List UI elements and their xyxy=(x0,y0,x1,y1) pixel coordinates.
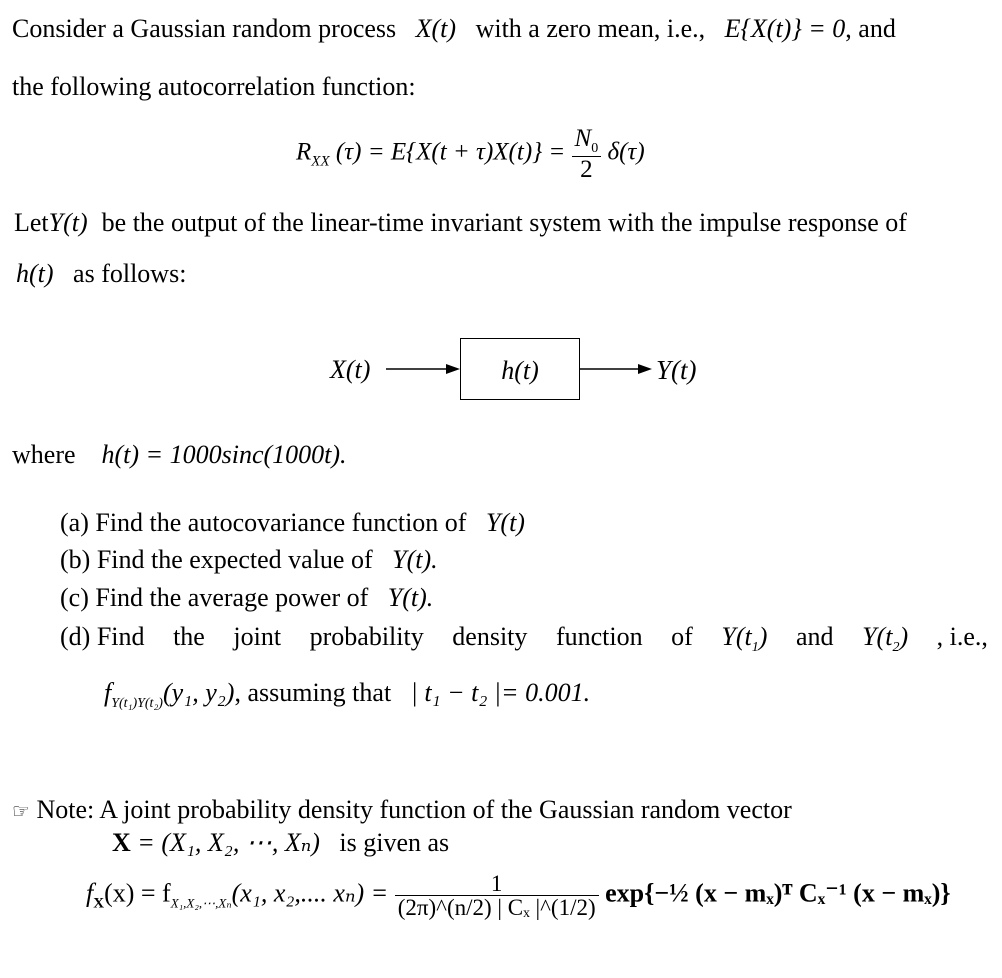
x-of-t: X(t) xyxy=(415,14,457,43)
diagram-input-label: X(t) xyxy=(330,355,371,384)
diagram-output-label: Y(t) xyxy=(656,355,697,385)
y-t1: $Y(t_1)$ xyxy=(721,622,768,656)
pdf-fraction: $\frac{1}{\text{(2π)\textasciicircum{}(n/2) | Cₓ |\textasciicircum{}(1/2)}}$ xyxy=(395,872,599,919)
question-c: (c) Find the average power of Y(t). xyxy=(60,583,434,612)
system-block-label: h(t) xyxy=(501,356,539,385)
impulse-response-definition: where h(t) = 1000sinc(1000t). xyxy=(12,440,347,469)
question-b: (b) Find the expected value of Y(t). xyxy=(60,545,438,574)
question-d-line-1: (d) Find the joint probability density function of $Y(t_1)$ and $Y(t_2)$ , i.e., xyxy=(60,622,988,656)
autocorrelation-equation: $R_{XX}$ (τ) = E{X(t + τ)X(t)} = $\frac{N_0}{2}$ δ(τ) xyxy=(296,125,645,183)
pointing-hand-icon: ☞ xyxy=(12,799,30,823)
note-line-2: X = (X₁, X₂, ⋯, Xₙ) is given as xyxy=(112,828,450,857)
question-d-line-2: $f_{Y(t_1)Y(t_2)}(y_1$, y₂), assuming that | t₁ − t₂ |= 0.001. xyxy=(104,678,591,712)
input-arrow-head xyxy=(446,364,460,374)
note-line-1: ☞ Note: A joint probability density function of the Gaussian random vector xyxy=(12,795,792,824)
y-t2: $Y(t_2)$ xyxy=(862,622,909,656)
system-block xyxy=(460,338,580,400)
intro-line-1: Consider a Gaussian random process X(t) with a zero mean, i.e., E{X(t)} = 0, and xyxy=(12,14,896,43)
intro-line-2: the following autocorrelation function: xyxy=(12,72,416,101)
output-arrow-head xyxy=(638,364,652,374)
noise-fraction: $\frac{N_0}{2}$ xyxy=(572,126,602,182)
question-a: (a) Find the autocovariance function of Y(t) xyxy=(60,508,525,537)
system-intro-line-1: Let Y(t) be the output of the linear-time invariant system with the impulse response of xyxy=(14,208,907,237)
gaussian-pdf-equation: $f_X(x) = f_{X_1,X_2,\cdots,X_n}(x_1$, x₂,.... xₙ) = $\frac{1}{\text{(2π)\textasciicircum{}(n/2) | Cₓ |\textasciicircum{}(1/2)}}$ exp{−½ (x − mₓ)ᵀ Cₓ⁻¹ (x − mₓ)} xyxy=(86,871,951,920)
expectation-expr: E{X(t)} = 0 xyxy=(724,14,846,43)
system-intro-line-2: h(t) as follows: xyxy=(16,259,187,288)
